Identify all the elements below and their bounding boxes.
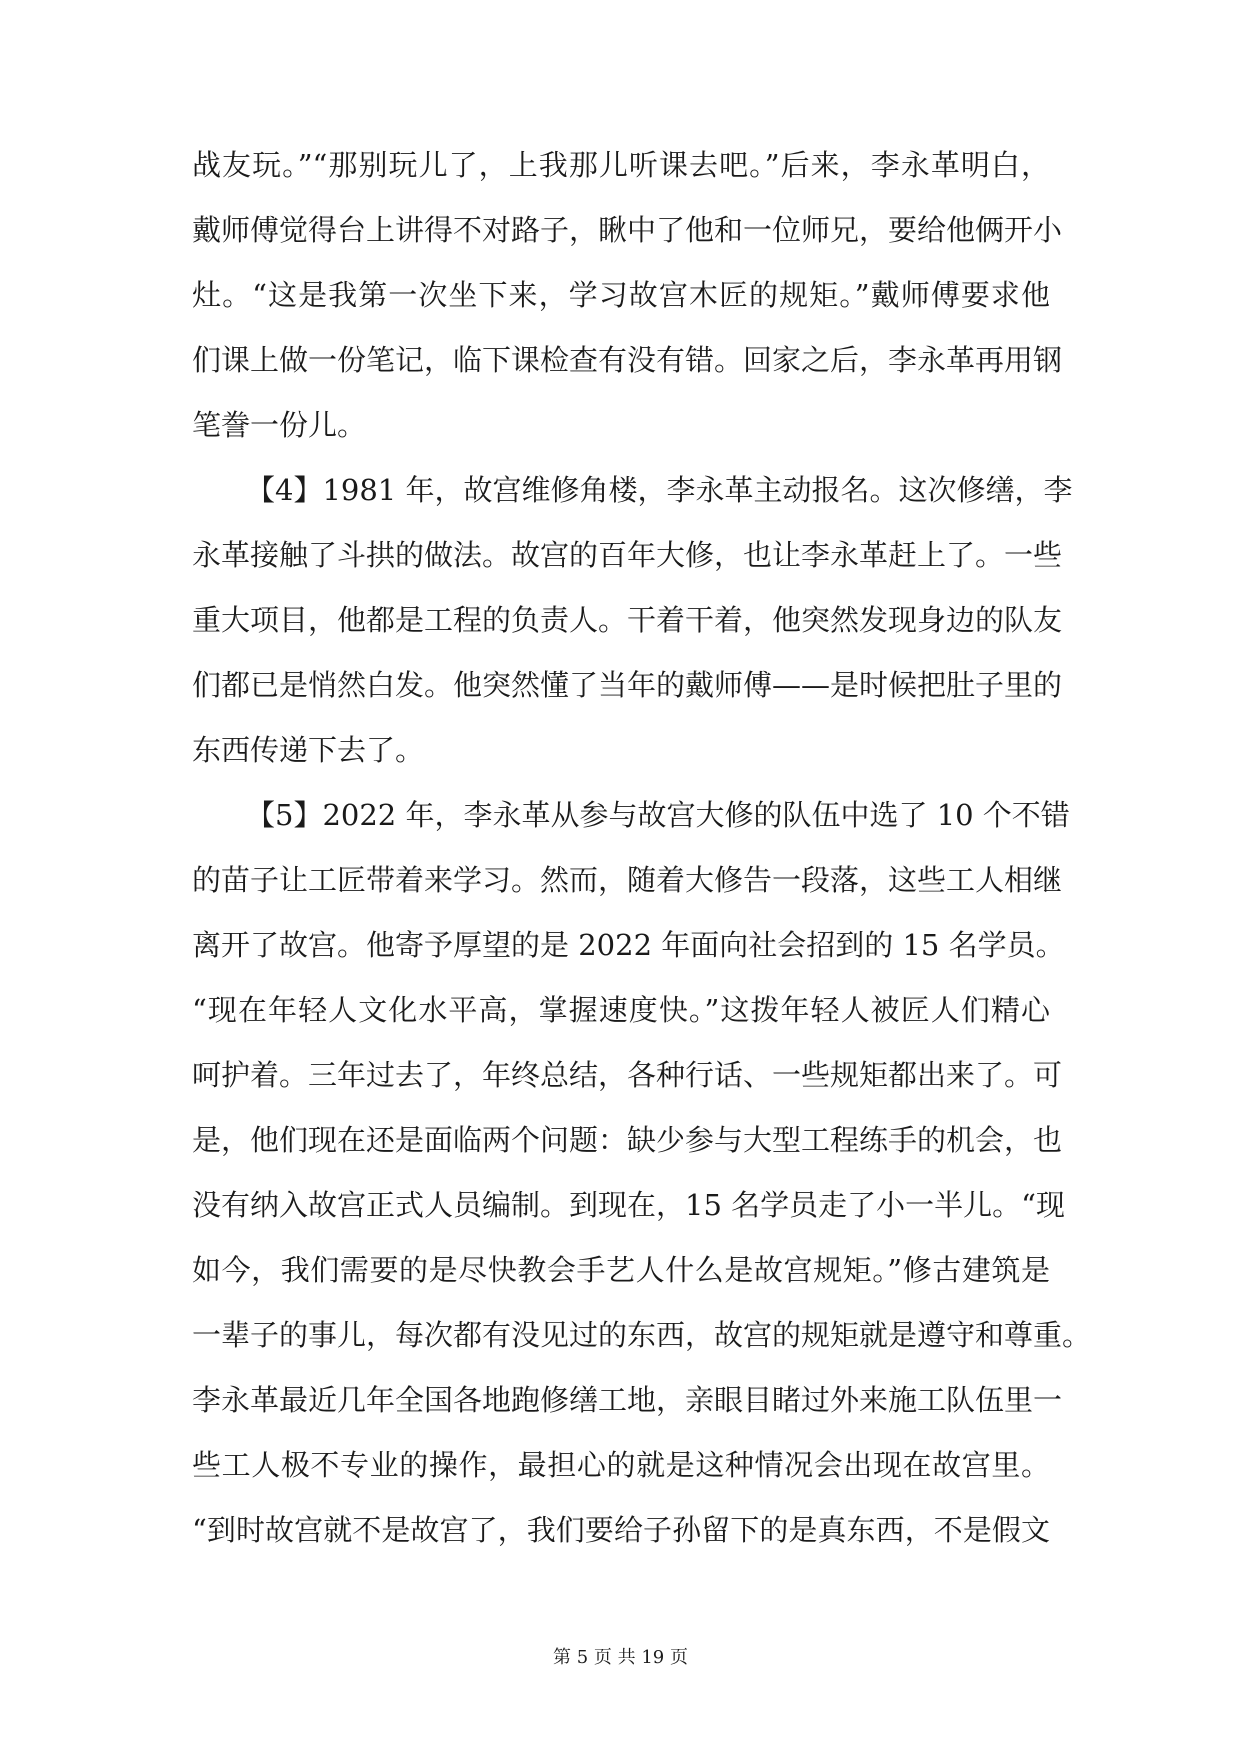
text-line: “现在年轻人文化水平高，掌握速度快。”这拨年轻人被匠人们精心 bbox=[192, 993, 1050, 1027]
text-line: 呵护着。三年过去了，年终总结，各种行话、一些规矩都出来了。可 bbox=[192, 1058, 1063, 1092]
text-line: 如今，我们需要的是尽快教会手艺人什么是故宫规矩。”修古建筑是 bbox=[192, 1253, 1050, 1287]
text-line: “到时故宫就不是故宫了，我们要给子孙留下的是真东西，不是假文 bbox=[192, 1513, 1050, 1547]
text-line: 永革接触了斗拱的做法。故宫的百年大修，也让李永革赶上了。一些 bbox=[192, 538, 1063, 572]
page-number: 第 5 页 共 19 页 bbox=[553, 1647, 688, 1668]
paragraph-4-start: 【4】1981 年，故宫维修角楼，李永革主动报名。这次修缮，李 bbox=[246, 473, 1073, 507]
text-line: 东西传递下去了。 bbox=[192, 733, 425, 767]
text-line: 战友玩。”“那别玩儿了，上我那儿听课去吧。”后来，李永革明白， bbox=[192, 148, 1050, 182]
text-line: 重大项目，他都是工程的负责人。干着干着，他突然发现身边的队友 bbox=[192, 603, 1063, 637]
text-line: 李永革最近几年全国各地跑修缮工地，亲眼目睹过外来施工队伍里一 bbox=[192, 1383, 1063, 1417]
text-line: 是，他们现在还是面临两个问题：缺少参与大型工程练手的机会，也 bbox=[192, 1123, 1063, 1157]
text-line: 笔誊一份儿。 bbox=[192, 408, 367, 442]
paragraph-5-start: 【5】2022 年，李永革从参与故宫大修的队伍中选了 10 个不错 bbox=[246, 798, 1070, 832]
text-line: 离开了故宫。他寄予厚望的是 2022 年面向社会招到的 15 名学员。 bbox=[192, 928, 1065, 962]
text-line: 没有纳入故宫正式人员编制。到现在，15 名学员走了小一半儿。“现 bbox=[192, 1188, 1065, 1222]
text-line: 些工人极不专业的操作，最担心的就是这种情况会出现在故宫里。 bbox=[192, 1448, 1050, 1482]
text-line: 们都已是悄然白发。他突然懂了当年的戴师傅——是时候把肚子里的 bbox=[192, 668, 1063, 702]
text-line: 的苗子让工匠带着来学习。然而，随着大修告一段落，这些工人相继 bbox=[192, 863, 1063, 897]
text-line: 灶。“这是我第一次坐下来，学习故宫木匠的规矩。”戴师傅要求他 bbox=[192, 278, 1050, 312]
text-line: 们课上做一份笔记，临下课检查有没有错。回家之后，李永革再用钢 bbox=[192, 343, 1063, 377]
text-line: 戴师傅觉得台上讲得不对路子，瞅中了他和一位师兄，要给他俩开小 bbox=[192, 213, 1063, 247]
text-line: 一辈子的事儿，每次都有没见过的东西，故宫的规矩就是遵守和尊重。 bbox=[192, 1318, 1092, 1352]
